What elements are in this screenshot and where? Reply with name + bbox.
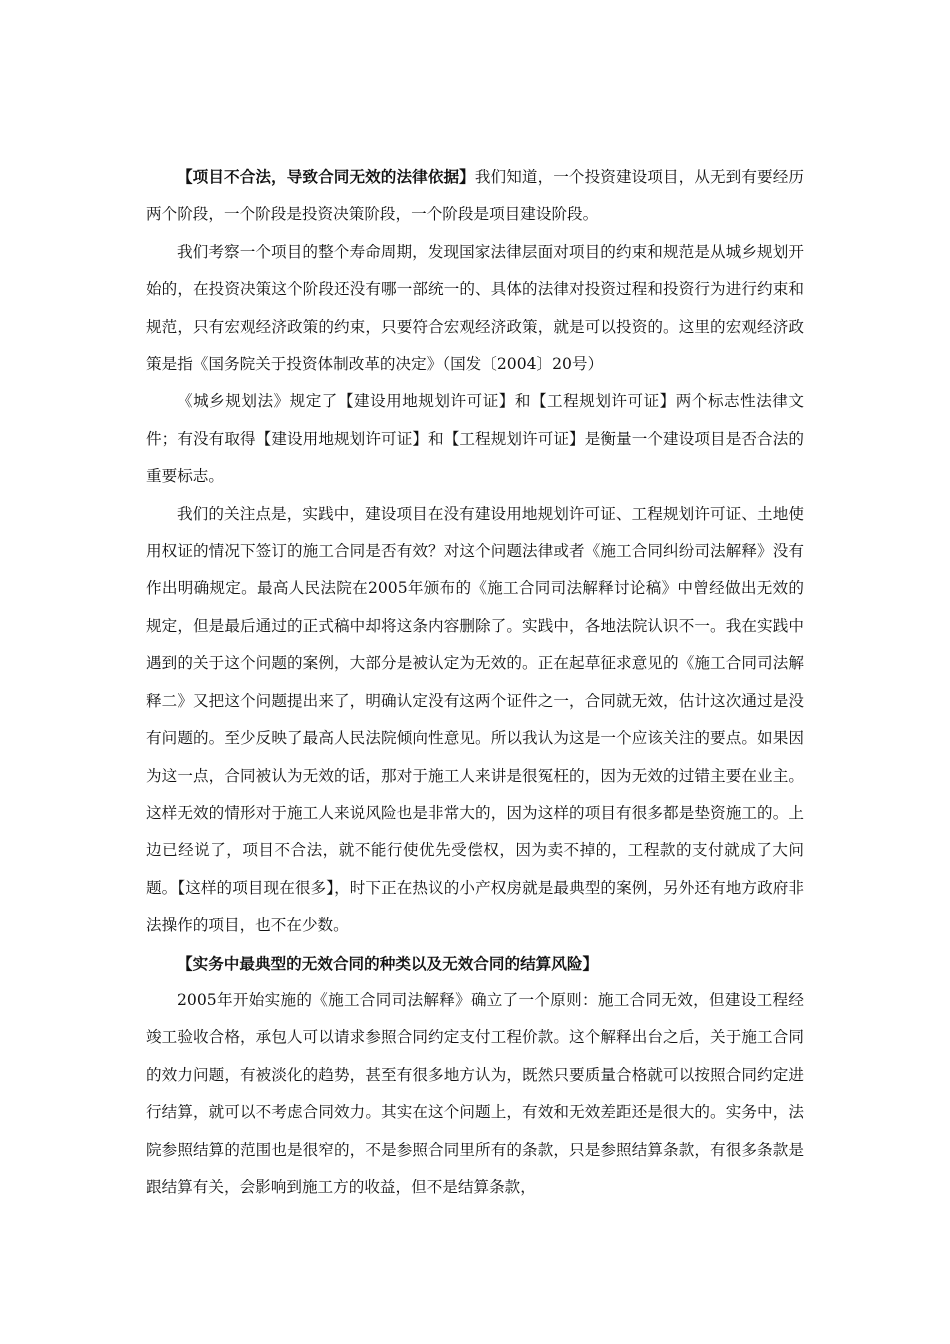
- paragraph-2: 我们考察一个项目的整个寿命周期，发现国家法律层面对项目的约束和规范是从城乡规划开始的，在投资决策这个阶段还没有哪一部统一的、具体的法律对投资过程和投资行为进行约束和规范，只有宏观经济政策的约束，只要符合宏观经济政策，就是可以投资的。这里的宏观经济政策是指《国务院关于投资体制改革的决定》（国发〔2004〕20号）: [146, 242, 804, 374]
- paragraph-1-heading: 【项目不合法，导致合同无效的法律依据】: [177, 167, 475, 186]
- document-body: [146, 158, 804, 1206]
- paragraph-3: 《城乡规划法》规定了【建设用地规划许可证】和【工程规划许可证】两个标志性法律文件；有没有取得【建设用地规划许可证】和【工程规划许可证】是衡量一个建设项目是否合法的重要标志。: [146, 392, 804, 486]
- paragraph-5: 2005年开始实施的《施工合同司法解释》确立了一个原则：施工合同无效，但建设工程经竣工验收合格，承包人可以请求参照合同约定支付工程价款。这个解释出台之后，关于施工合同的效力问题，有被淡化的趋势，甚至有很多地方认为，既然只要质量合格就可以按照合同约定进行结算，就可以不考虑合同效力。其实在这个问题上，有效和无效差距还是很大的。实务中，法院参照结算的范围也是很窄的，不是参照合同里所有的条款，只是参照结算条款，有很多条款是跟结算有关，会影响到施工方的收益，但不是结算条款，: [146, 990, 804, 1196]
- section-heading: 【实务中最典型的无效合同的种类以及无效合同的结算风险】: [177, 953, 599, 973]
- paragraph-1: [146, 158, 804, 234]
- paragraph-1-text: 我们知道，一个投资建设项目，从无到有要经历两个阶段，一个阶段是投资决策阶段，一个阶段是项目建设阶段。: [146, 168, 804, 224]
- paragraph-4: 我们的关注点是，实践中，建设项目在没有建设用地规划许可证、工程规划许可证、土地使用权证的情况下签订的施工合同是否有效？对这个问题法律或者《施工合同纠纷司法解释》没有作出明确规定。最高人民法院在2005年颁布的《施工合同司法解释讨论稿》中曾经做出无效的规定，但是最后通过的正式稿中却将这条内容删除了。实践中，各地法院认识不一。我在实践中遇到的关于这个问题的案例，大部分是被认定为无效的。正在起草征求意见的《施工合同司法解释二》又把这个问题提出来了，明确认定没有这两个证件之一，合同就无效，估计这次通过是没有问题的。至少反映了最高人民法院倾向性意见。所以我认为这是一个应该关注的要点。如果因为这一点，合同被认为无效的话，那对于施工人来讲是很冤枉的，因为无效的过错主要在业主。这样无效的情形对于施工人来说风险也是非常大的，因为这样的项目有很多都是垫资施工的。上边已经说了，项目不合法，就不能行使优先受偿权，因为卖不掉的，工程款的支付就成了大问题。【这样的项目现在很多】，时下正在热议的小产权房就是最典型的案例，另外还有地方政府非法操作的项目，也不在少数。: [146, 504, 804, 935]
